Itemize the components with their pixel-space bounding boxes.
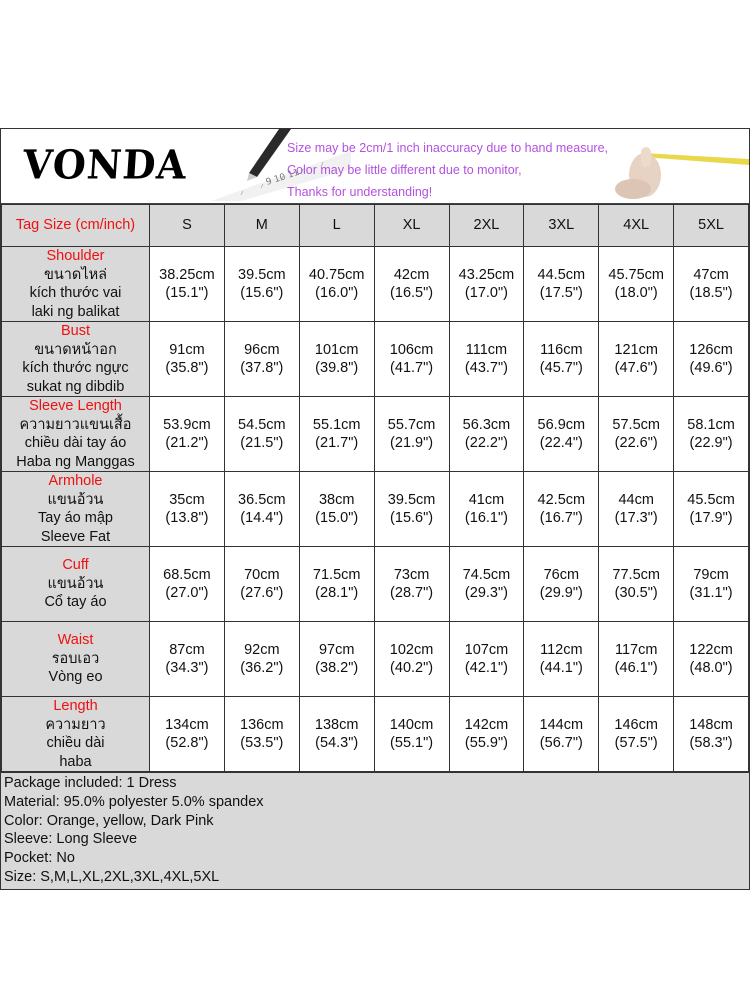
measurement-label: [2, 697, 150, 772]
measurement-cell: [599, 472, 674, 547]
measurement-cell: [674, 622, 749, 697]
value-inch: (37.8"): [240, 360, 284, 376]
value-inch: (15.6"): [240, 285, 284, 301]
value-cm: 107cm: [464, 641, 509, 658]
measurement-name: Shoulder: [46, 248, 105, 264]
value-inch: (16.1"): [464, 510, 508, 526]
measurement-cell: [524, 622, 599, 697]
value-inch: (22.6"): [614, 435, 658, 451]
value-inch: (22.9"): [689, 435, 733, 451]
size-col-4xl: 4XL: [599, 205, 674, 247]
measurement-cell: [524, 697, 599, 772]
value-inch: (21.9"): [390, 435, 434, 451]
value-cm: 40.75cm: [308, 266, 365, 283]
value-inch: (35.8"): [165, 360, 209, 376]
value-inch: (41.7"): [390, 360, 434, 376]
measurement-label: [2, 247, 150, 322]
value-cm: 57.5cm: [612, 416, 660, 433]
measurement-translation: Cổ tay áo: [44, 594, 107, 611]
value-inch: (53.5"): [240, 735, 284, 751]
value-inch: (17.0"): [464, 285, 508, 301]
hand-measuring-tape-icon: [613, 133, 749, 201]
value-cm: 42.5cm: [537, 491, 586, 508]
value-cm: 134cm: [165, 716, 209, 733]
tag-size-label: Tag Size (cm/inch): [2, 205, 150, 247]
value-inch: (52.8"): [165, 735, 209, 751]
note-measure: Size may be 2cm/1 inch inaccuracy due to hand measure,: [287, 141, 609, 155]
measurement-name: Armhole: [48, 473, 103, 489]
value-inch: (47.6"): [614, 360, 658, 376]
measurement-label: [2, 547, 150, 622]
value-inch: (27.6"): [240, 585, 284, 601]
value-cm: 47cm: [693, 266, 729, 283]
measurement-translation: Haba ng Manggas: [16, 453, 135, 470]
measurement-cell: [374, 397, 449, 472]
measurement-cell: [150, 697, 225, 772]
value-cm: 97cm: [318, 641, 355, 658]
value-cm: 45.5cm: [687, 491, 735, 508]
value-cm: 58.1cm: [687, 416, 735, 433]
measurement-row-sleeve-length: [2, 397, 749, 472]
measurement-cell: [299, 547, 374, 622]
value-cm: 92cm: [244, 641, 280, 658]
note-color: Color may be little different due to monitor,: [287, 163, 522, 177]
measurement-translation: แขนอ้วน: [47, 575, 104, 592]
value-cm: 148cm: [689, 716, 733, 733]
measurement-row-length: [2, 697, 749, 772]
value-inch: (18.0"): [614, 285, 658, 301]
value-inch: (16.7"): [539, 510, 583, 526]
value-inch: (15.6"): [390, 510, 434, 526]
value-cm: 45.75cm: [608, 266, 664, 283]
measurement-cell: [674, 247, 749, 322]
value-cm: 111cm: [465, 341, 508, 358]
value-cm: 53.9cm: [163, 416, 211, 433]
value-inch: (56.7"): [539, 735, 583, 751]
measurement-cell: [224, 622, 299, 697]
value-cm: 87cm: [169, 641, 205, 658]
measurement-cell: [524, 472, 599, 547]
measurement-cell: [524, 397, 599, 472]
measurement-translation: laki ng balikat: [31, 303, 120, 320]
measurement-cell: [449, 622, 524, 697]
value-inch: (34.3"): [165, 660, 209, 676]
value-inch: (13.8"): [165, 510, 209, 526]
measurement-translation: Tay áo mập: [38, 510, 113, 526]
measurement-translation: kích thước vai: [29, 285, 122, 301]
value-inch: (54.3"): [315, 735, 359, 751]
value-cm: 102cm: [389, 641, 434, 658]
value-inch: (21.7"): [315, 435, 359, 451]
measurement-cell: [524, 247, 599, 322]
size-col-xl: XL: [374, 205, 449, 247]
measurement-cell: [224, 322, 299, 397]
measurement-cell: [524, 322, 599, 397]
measurement-translation: ความยาว: [45, 716, 106, 733]
brand-banner: [1, 129, 749, 204]
measurement-cell: [449, 247, 524, 322]
measurement-cell: [299, 622, 374, 697]
size-col-s: S: [150, 205, 225, 247]
value-inch: (22.2"): [464, 435, 508, 451]
value-cm: 140cm: [389, 716, 434, 733]
value-inch: (29.9"): [539, 585, 583, 601]
measurement-cell: [524, 547, 599, 622]
value-inch: (21.5"): [240, 435, 284, 451]
measurement-row-armhole: [2, 472, 749, 547]
value-inch: (18.5"): [689, 285, 733, 301]
measurement-cell: [674, 322, 749, 397]
measurement-cell: [150, 322, 225, 397]
measurement-cell: [599, 322, 674, 397]
value-cm: 144cm: [539, 716, 584, 733]
measurement-cell: [674, 472, 749, 547]
value-cm: 55.1cm: [312, 416, 361, 433]
measurement-cell: [374, 697, 449, 772]
value-inch: (16.0"): [315, 285, 359, 301]
value-cm: 79cm: [693, 566, 729, 583]
measurement-translation: chiều dài: [46, 735, 105, 751]
measurement-cell: [449, 697, 524, 772]
measurement-label: [2, 322, 150, 397]
measurement-cell: [374, 547, 449, 622]
value-inch: (36.2"): [240, 660, 284, 676]
measurement-row-bust: [2, 322, 749, 397]
value-cm: 117cm: [614, 641, 658, 658]
size-col-3xl: 3XL: [524, 205, 599, 247]
measurement-cell: [449, 547, 524, 622]
measurement-translation: ขนาดหน้าอก: [34, 341, 117, 358]
value-cm: 39.5cm: [238, 266, 286, 283]
measurement-cell: [674, 397, 749, 472]
value-inch: (16.5"): [390, 285, 434, 301]
value-inch: (42.1"): [464, 660, 508, 676]
product-details: [1, 772, 749, 889]
value-inch: (14.4"): [240, 510, 284, 526]
measurement-cell: [449, 397, 524, 472]
measurement-cell: [374, 622, 449, 697]
measurement-translation: ขนาดไหล่: [43, 266, 108, 283]
value-cm: 121cm: [614, 341, 658, 358]
measurement-cell: [599, 247, 674, 322]
value-cm: 77.5cm: [612, 566, 660, 583]
value-cm: 38.25cm: [159, 266, 215, 283]
measurement-row-waist: [2, 622, 749, 697]
detail-package: Package included: 1 Dress: [4, 775, 177, 791]
value-cm: 136cm: [240, 716, 284, 733]
value-cm: 91cm: [169, 341, 205, 358]
measurement-cell: [224, 247, 299, 322]
value-cm: 126cm: [689, 341, 733, 358]
value-cm: 38cm: [318, 491, 355, 508]
value-inch: (55.9"): [464, 735, 508, 751]
measurement-cell: [674, 697, 749, 772]
measurement-cell: [224, 397, 299, 472]
value-inch: (46.1"): [614, 660, 658, 676]
measurement-cell: [299, 397, 374, 472]
detail-size: Size: S,M,L,XL,2XL,3XL,4XL,5XL: [4, 868, 220, 885]
measurement-translation: kích thước ngực: [22, 360, 129, 376]
value-cm: 39.5cm: [387, 491, 436, 508]
measurement-label: [2, 397, 150, 472]
size-col-5xl: 5XL: [674, 205, 749, 247]
value-inch: (58.3"): [689, 735, 733, 751]
measurement-translation: sukat ng dibdib: [26, 378, 125, 395]
value-cm: 42cm: [393, 266, 430, 283]
value-inch: (43.7"): [464, 360, 508, 376]
measurement-cell: [150, 397, 225, 472]
value-cm: 54.5cm: [238, 416, 286, 433]
size-col-l: L: [299, 205, 374, 247]
measurement-label: [2, 622, 150, 697]
value-cm: 43.25cm: [458, 266, 515, 283]
measurement-row-cuff: [2, 547, 749, 622]
measurement-cell: [224, 547, 299, 622]
value-cm: 70cm: [244, 566, 280, 583]
value-inch: (29.3"): [464, 585, 508, 601]
measurement-cell: [224, 697, 299, 772]
measurement-name: Length: [53, 698, 98, 714]
measurement-name: Cuff: [62, 557, 89, 574]
measurement-name: Bust: [60, 323, 90, 339]
measurement-label: [2, 472, 150, 547]
measurement-cell: [150, 472, 225, 547]
size-col-m: M: [224, 205, 299, 247]
value-cm: 71.5cm: [312, 566, 361, 583]
value-inch: (21.2"): [165, 435, 209, 451]
value-cm: 44cm: [618, 491, 654, 508]
value-cm: 56.3cm: [462, 416, 511, 433]
measurement-cell: [599, 397, 674, 472]
value-inch: (27.0"): [165, 585, 209, 601]
measurement-cell: [150, 247, 225, 322]
value-inch: (17.5"): [539, 285, 583, 301]
value-cm: 122cm: [689, 641, 733, 658]
value-inch: (22.4"): [539, 435, 583, 451]
measurement-cell: [150, 547, 225, 622]
note-thanks: Thanks for understanding!: [287, 185, 433, 199]
measurement-cell: [599, 622, 674, 697]
value-cm: 112cm: [540, 641, 583, 658]
size-chart: [0, 128, 750, 890]
value-inch: (49.6"): [689, 360, 733, 376]
value-cm: 138cm: [314, 716, 359, 733]
value-inch: (28.1"): [315, 585, 359, 601]
measurement-cell: [449, 472, 524, 547]
measurement-row-shoulder: [2, 247, 749, 322]
measurement-cell: [299, 247, 374, 322]
value-cm: 44.5cm: [537, 266, 586, 283]
measurement-cell: [224, 472, 299, 547]
detail-color: Color: Orange, yellow, Dark Pink: [4, 812, 214, 829]
value-cm: 106cm: [389, 341, 434, 358]
value-inch: (45.7"): [539, 360, 583, 376]
value-inch: (44.1"): [539, 660, 583, 676]
value-cm: 76cm: [543, 566, 580, 583]
value-inch: (57.5"): [614, 735, 658, 751]
value-cm: 41cm: [468, 491, 505, 508]
value-cm: 74.5cm: [462, 566, 511, 583]
size-col-2xl: 2XL: [449, 205, 524, 247]
value-cm: 36.5cm: [238, 491, 286, 508]
measurement-cell: [599, 697, 674, 772]
measurement-cell: [299, 322, 374, 397]
measurement-translation: Sleeve Fat: [40, 528, 111, 545]
size-table: [1, 204, 749, 772]
value-inch: (28.7"): [390, 585, 434, 601]
disclaimer-notes: [287, 137, 608, 203]
detail-material: Material: 95.0% polyester 5.0% spandex: [4, 793, 264, 810]
value-cm: 101cm: [314, 341, 359, 358]
measurement-name: Waist: [57, 632, 94, 649]
value-inch: (15.1"): [165, 285, 209, 301]
measurement-translation: haba: [59, 753, 92, 770]
measurement-translation: Vòng eo: [48, 669, 103, 686]
measurement-cell: [150, 622, 225, 697]
measurement-cell: [299, 472, 374, 547]
value-cm: 55.7cm: [387, 416, 436, 433]
value-inch: (17.9"): [689, 510, 733, 526]
svg-text:9 10 11: 9 10 11: [264, 167, 301, 188]
value-cm: 142cm: [464, 716, 509, 733]
measurement-cell: [599, 547, 674, 622]
value-inch: (15.0"): [315, 510, 359, 526]
value-cm: 146cm: [614, 716, 658, 733]
size-header-row: [2, 205, 749, 247]
value-inch: (55.1"): [390, 735, 434, 751]
value-cm: 96cm: [244, 341, 280, 358]
detail-pocket: Pocket: No: [4, 850, 75, 867]
value-inch: (40.2"): [390, 660, 434, 676]
measurement-cell: [374, 247, 449, 322]
value-inch: (39.8"): [315, 360, 359, 376]
value-cm: 35cm: [169, 491, 205, 508]
measurement-cell: [374, 322, 449, 397]
measurement-cell: [674, 547, 749, 622]
measurement-translation: chiều dài tay áo: [24, 435, 127, 451]
measurement-cell: [299, 697, 374, 772]
measurement-translation: แขนอ้วน: [47, 491, 104, 508]
value-inch: (31.1"): [689, 585, 733, 601]
detail-sleeve: Sleeve: Long Sleeve: [4, 831, 138, 848]
value-cm: 68.5cm: [163, 566, 211, 583]
value-inch: (30.5"): [614, 585, 658, 601]
value-cm: 73cm: [393, 566, 430, 583]
value-cm: 56.9cm: [537, 416, 586, 433]
brand-logo: VONDA: [21, 140, 189, 189]
value-inch: (48.0"): [689, 660, 733, 676]
value-inch: (17.3"): [614, 510, 658, 526]
measurement-name: Sleeve Length: [29, 398, 122, 414]
measurement-translation: รอบเอว: [51, 650, 100, 667]
measurement-translation: ความยาวแขนเสื้อ: [19, 416, 132, 433]
measurement-cell: [449, 322, 524, 397]
value-inch: (38.2"): [315, 660, 359, 676]
measurement-cell: [374, 472, 449, 547]
value-cm: 116cm: [540, 341, 583, 358]
